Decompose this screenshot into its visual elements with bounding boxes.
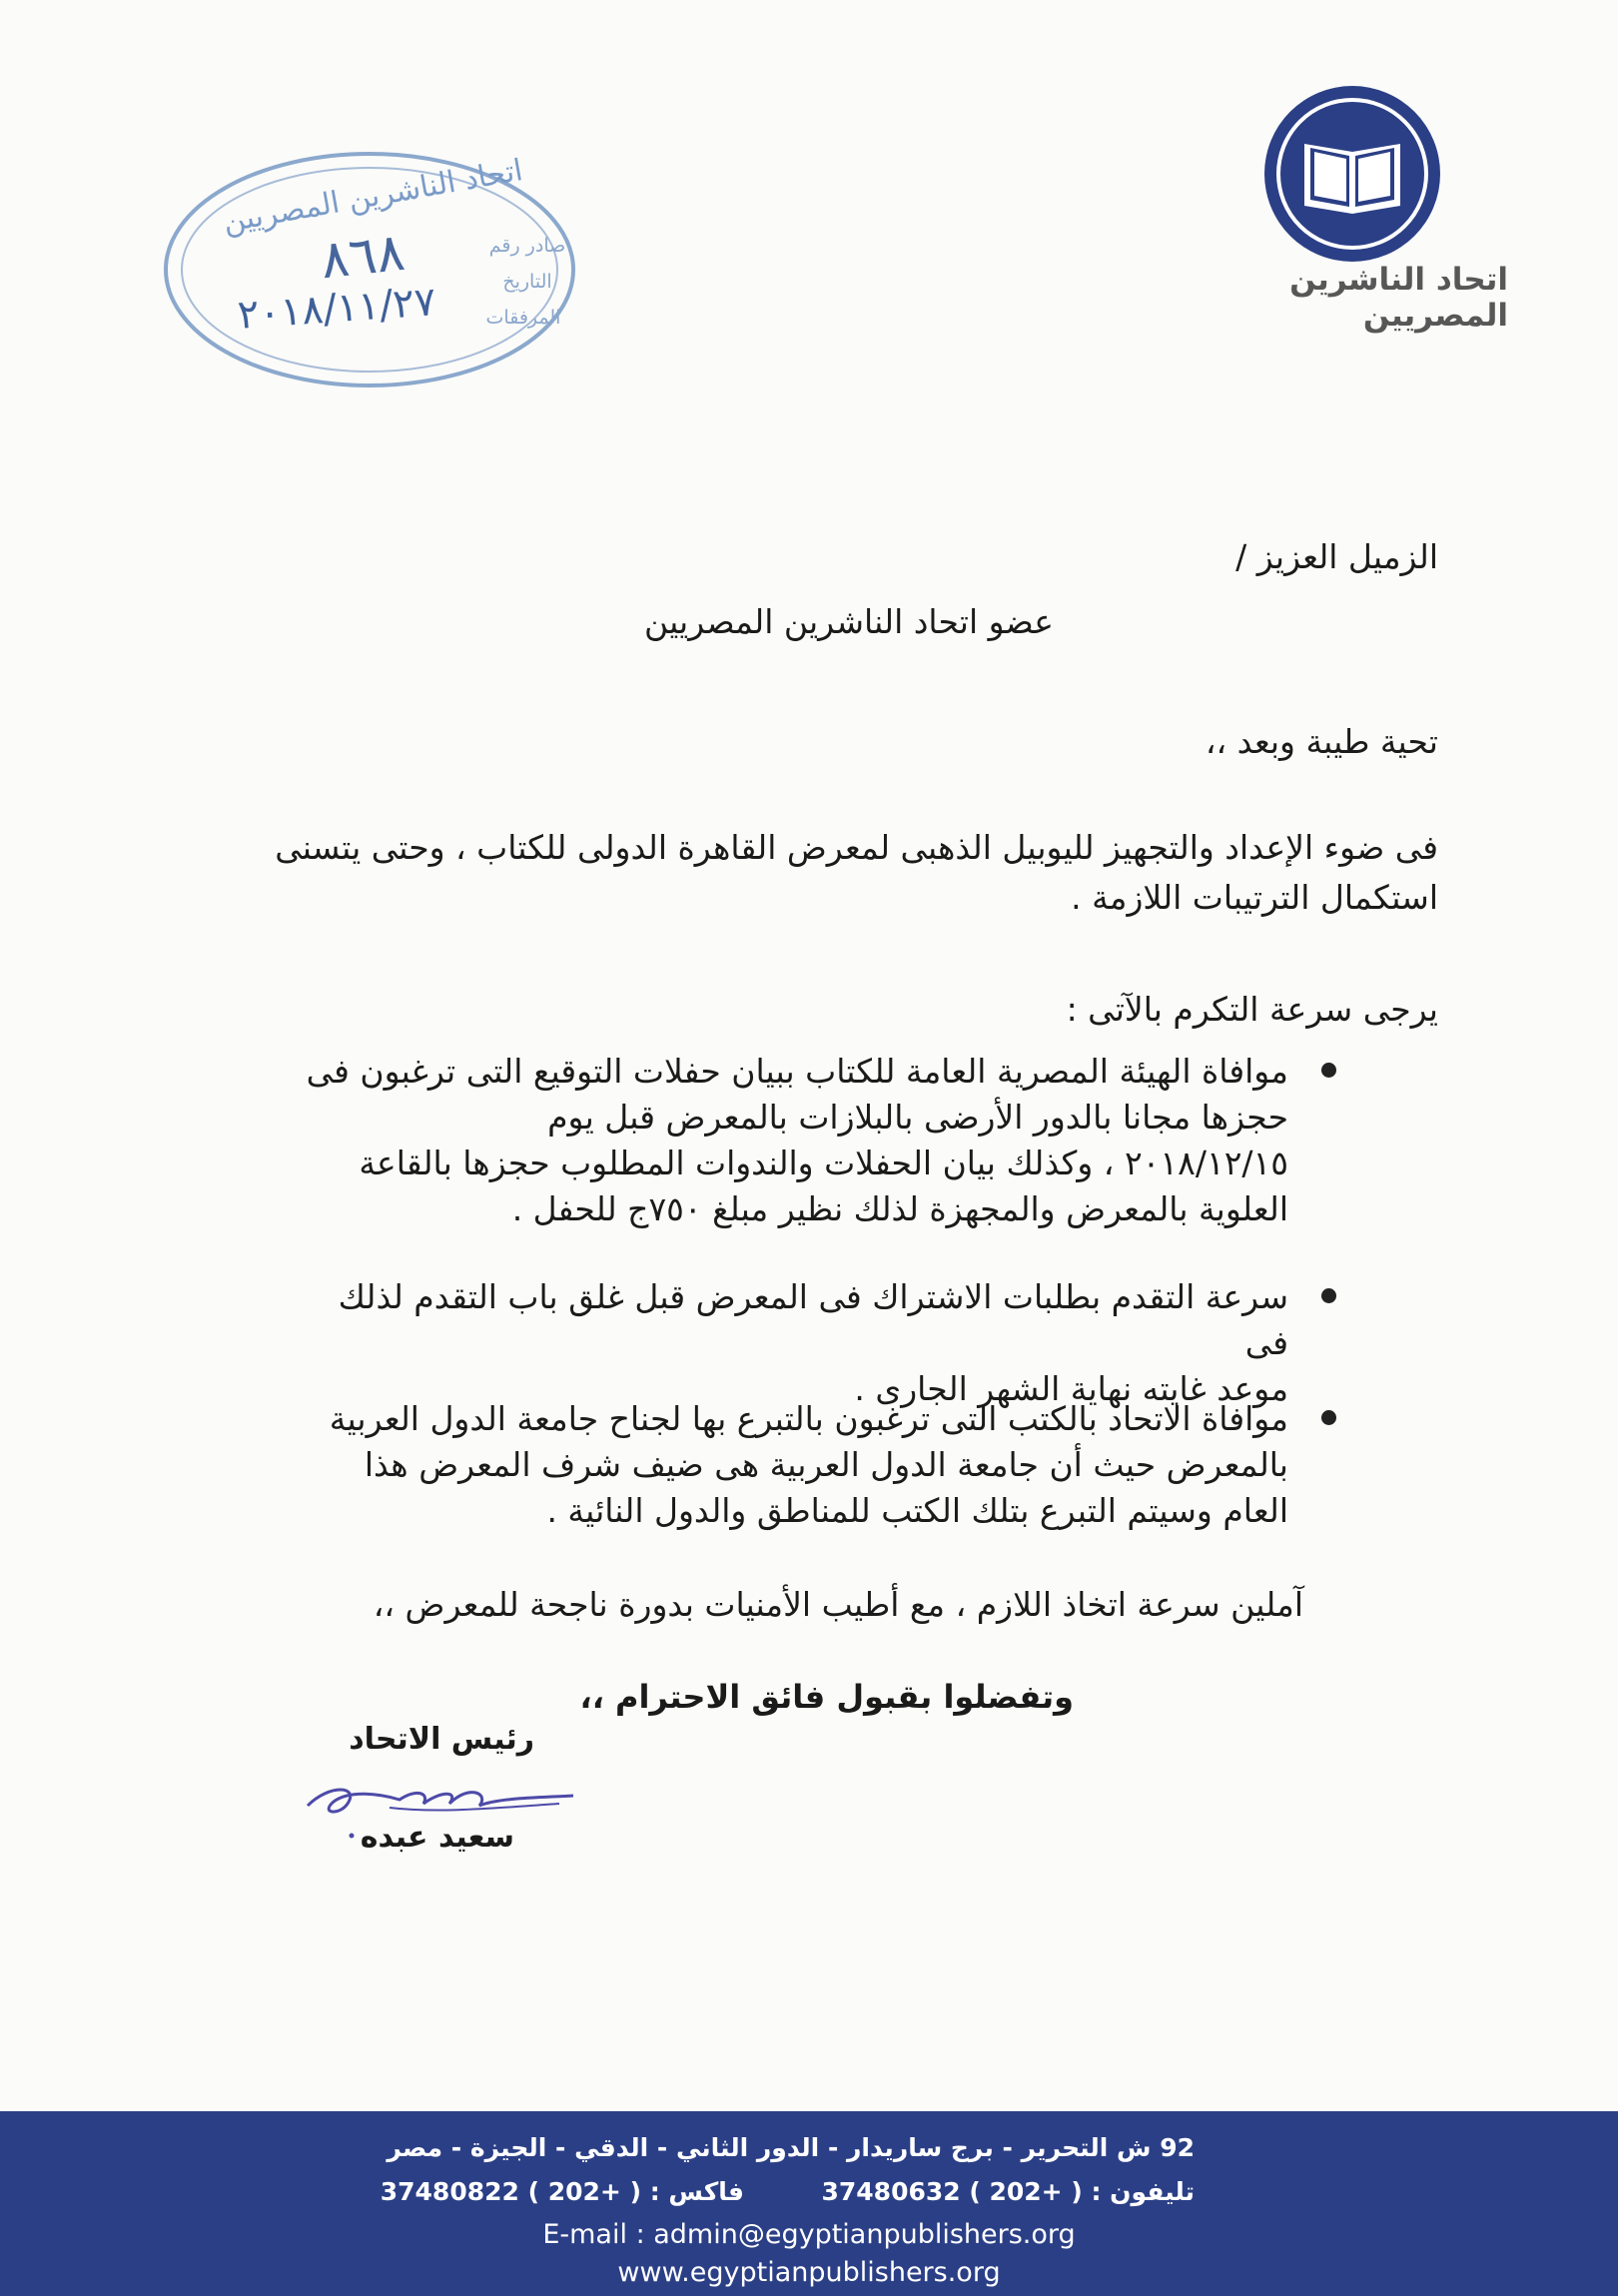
- salutation: الزميل العزيز /: [1235, 537, 1438, 576]
- org-name: اتحاد الناشرين المصريين: [1289, 262, 1508, 334]
- stamp-label-3: المرفقات: [485, 307, 561, 329]
- phone-number: 37480632 ( 202+ ): [821, 2177, 1083, 2206]
- bullet-1-line-3: ٢٠١٨/١٢/١٥ ، وكذلك بيان الحفلات والندوات المطلوب حجزها بالقاعة: [359, 1144, 1288, 1182]
- logo-emblem: [1260, 82, 1444, 266]
- closing: وتفضلوا بقبول فائق الاحترام ،،: [579, 1678, 1074, 1716]
- footer-band: [0, 2111, 1618, 2296]
- closing-wish: آملين سرعة اتخاذ اللازم ، مع أطيب الأمنيات بدورة ناجحة للمعرض ،،: [373, 1585, 1303, 1624]
- stamp-label-2: التاريخ: [502, 271, 552, 293]
- footer-email[interactable]: E-mail : admin@egyptianpublishers.org: [542, 2219, 1076, 2250]
- footer-website[interactable]: www.egyptianpublishers.org: [617, 2257, 1001, 2288]
- open-book-icon: [1304, 144, 1400, 214]
- intro-line-1: فى ضوء الإعداد والتجهيز لليوبيل الذهبى لمعرض القاهرة الدولى للكتاب ، وحتى يتسنى: [275, 828, 1438, 867]
- bullet-item-2: [290, 1274, 1288, 1412]
- request-line: يرجى سرعة التكرم بالآتى :: [1066, 990, 1438, 1029]
- bullet-dot-icon: [1321, 1410, 1336, 1425]
- bullet-1-line-4: العلوية بالمعرض والمجهزة لذلك نظير مبلغ ٧٥٠ج للحفل .: [511, 1189, 1288, 1228]
- stamp-header: اتحاد الناشرين المصريين: [220, 153, 525, 241]
- signatory-name: سعيد عبده: [360, 1820, 514, 1855]
- stamp-date: ٢٠١٨/١١/٢٧: [236, 279, 437, 339]
- bullet-2-line-1: سرعة التقدم بطلبات الاشتراك فى المعرض قبل غلق باب التقدم لذلك فى: [338, 1277, 1288, 1362]
- bullet-dot-icon: [1321, 1063, 1336, 1078]
- stamp-label-1: صادر رقم: [488, 235, 566, 257]
- fax-number: 37480822 ( 202+ ): [380, 2177, 641, 2206]
- addressee: عضو اتحاد الناشرين المصريين: [643, 602, 1054, 641]
- intro-line-2: استكمال الترتيبات اللازمة .: [1071, 878, 1438, 917]
- footer-address: 92 ش التحرير - برج ساريدار - الدور الثاني - الدقي - الجيزة - مصر: [387, 2133, 1195, 2162]
- signatory-title: رئيس الاتحاد: [349, 1722, 534, 1757]
- bullet-3-line-1: موافاة الاتحاد بالكتب التى ترغبون بالتبرع بها لجناح جامعة الدول العربية: [329, 1399, 1288, 1438]
- greeting: تحية طيبة وبعد ،،: [1205, 722, 1438, 761]
- bullet-3-line-3: العام وسيتم التبرع بتلك الكتب للمناطق والدول النائية .: [546, 1491, 1288, 1530]
- incoming-stamp: [160, 148, 579, 392]
- bullet-dot-icon: [1321, 1288, 1336, 1303]
- phone-label: تليفون :: [1091, 2177, 1195, 2206]
- fax-label: فاكس :: [649, 2177, 745, 2206]
- bullet-item-1: [290, 1049, 1288, 1232]
- bullet-item-3: [290, 1396, 1288, 1534]
- footer-contact: [296, 2177, 1195, 2206]
- bullet-1-line-2: حجزها مجانا بالدور الأرضى بالبلازات بالمعرض قبل يوم: [547, 1098, 1288, 1137]
- stamp-number: ٨٦٨: [318, 222, 408, 292]
- bullet-1-line-1: موافاة الهيئة المصرية العامة للكتاب ببيان حفلات التوقيع التى ترغبون فى: [306, 1052, 1288, 1091]
- bullet-3-line-2: بالمعرض حيث أن جامعة الدول العربية هى ضيف شرف المعرض هذا: [364, 1445, 1288, 1484]
- bullet-2-line-2: موعد غايته نهاية الشهر الجارى .: [854, 1369, 1288, 1408]
